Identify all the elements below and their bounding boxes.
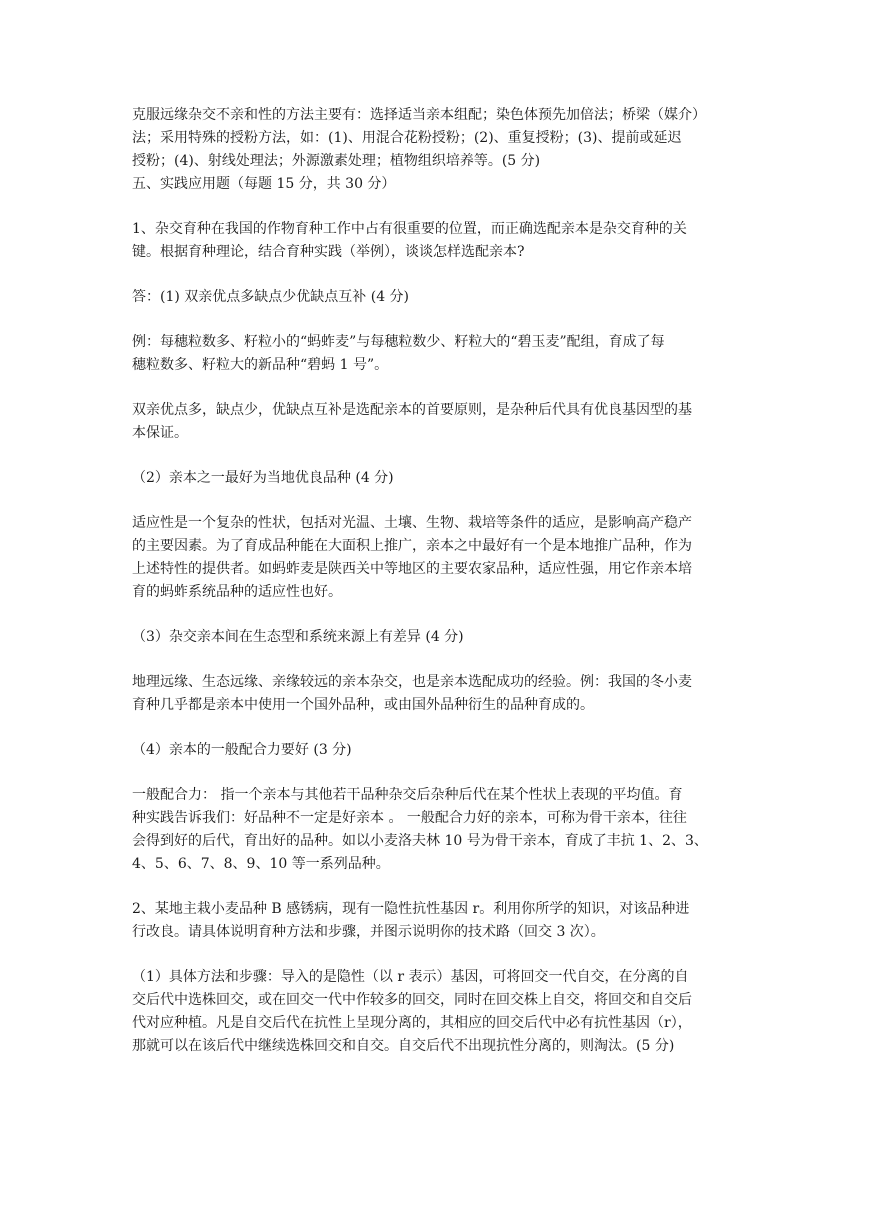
text-line: 例：每穗粒数多、籽粒小的“蚂蚱麦”与每穗粒数少、籽粒大的“碧玉麦”配组，育成了每 [132, 334, 665, 350]
text-line: 交后代中选株回交，或在回交一代中作较多的回交，同时在回交株上自交，将回交和自交后 [132, 992, 692, 1008]
text-line: 上述特性的提供者。如蚂蚱麦是陕西关中等地区的主要农家品种，适应性强，用它作亲本培 [132, 561, 692, 577]
question-2 [132, 898, 744, 944]
text-line: 一般配合力： 指一个亲本与其他若干品种杂交后杂种后代在某个性状上表现的平均值。育 [132, 787, 683, 803]
text-line: 育的蚂蚱系统品种的适应性也好。 [132, 584, 342, 600]
text-line: 穗粒数多、籽粒大的新品种“碧蚂 1 号”。 [132, 357, 389, 373]
text-line: 种实践告诉我们：好品种不一定是好亲本 。 一般配合力好的亲本，可称为骨干亲本，往往 [132, 810, 687, 826]
answer-point-3 [132, 626, 744, 649]
text-line: 代对应种植。凡是自交后代在抗性上呈现分离的，其相应的回交后代中必有抗性基因（r）， [132, 1015, 692, 1031]
answer-point-2 [132, 467, 744, 490]
text-line: （4）亲本的一般配合力要好 (3 分) [132, 742, 352, 758]
answer-point-4-text [132, 784, 744, 876]
answer-2-text [132, 966, 744, 1058]
answer-example [132, 331, 744, 377]
question-1 [132, 218, 744, 264]
text-line: 适应性是一个复杂的性状，包括对光温、土壤、生物、栽培等条件的适应，是影响高产稳产 [132, 515, 692, 531]
text-line: 键。根据育种理论，结合育种实践（举例），谈谈怎样选配亲本? [132, 244, 525, 260]
text-line: 双亲优点多，缺点少，优缺点互补是选配亲本的首要原则，是杂种后代具有优良基因型的基 [132, 402, 692, 418]
text-line: 授粉；(4)、射线处理法；外源激素处理；植物组织培养等。(5 分) [132, 153, 541, 169]
text-line: 答：(1) 双亲优点多缺点少优缺点互补 (4 分) [132, 289, 410, 305]
text-line: 地理远缘、生态远缘、亲缘较远的亲本杂交，也是亲本选配成功的经验。例：我国的冬小麦 [132, 674, 692, 690]
text-line: 育种几乎都是亲本中使用一个国外品种，或由国外品种衍生的品种育成的。 [132, 697, 594, 713]
text-line: 那就可以在该后代中继续选株回交和自交。自交后代不出现抗性分离的，则淘汰。(5 分) [132, 1038, 675, 1054]
text-line: 1、杂交育种在我国的作物育种工作中占有很重要的位置，而正确选配亲本是杂交育种的关 [132, 221, 687, 237]
text-line: （2）亲本之一最好为当地优良品种 (4 分) [132, 470, 394, 486]
text-line: 本保证。 [132, 425, 188, 441]
answer-point-2-text [132, 512, 744, 604]
answer-point-1 [132, 286, 744, 309]
text-line: 克服远缘杂交不亲和性的方法主要有：选择适当亲本组配；染色体预先加倍法；桥梁（媒介） [132, 107, 706, 123]
answer-point-3-text [132, 671, 744, 717]
text-line: （3）杂交亲本间在生态型和系统来源上有差异 (4 分) [132, 629, 464, 645]
section-title: 五、实践应用题（每题 15 分，共 30 分） [132, 176, 396, 192]
text-line: 的主要因素。为了育成品种能在大面积上推广，亲本之中最好有一个是本地推广品种，作为 [132, 538, 692, 554]
intro-paragraph [132, 104, 744, 173]
answer-principle [132, 399, 744, 445]
document-page [132, 104, 744, 1080]
text-line: 行改良。请具体说明育种方法和步骤，并图示说明你的技术路（回交 3 次）。 [132, 924, 605, 940]
text-line: 法；采用特殊的授粉方法，如：(1)、用混合花粉授粉；(2)、重复授粉；(3)、提前或延迟 [132, 130, 682, 146]
text-line: （1）具体方法和步骤：导入的是隐性（以 r 表示）基因，可将回交一代自交，在分离的自 [132, 969, 689, 985]
text-line: 4、5、6、7、8、9、10 等一系列品种。 [132, 856, 390, 872]
text-line: 会得到好的后代，育出好的品种。如以小麦洛夫林 10 号为骨干亲本，育成了丰抗 1、2、3、 [132, 833, 708, 849]
section-heading [132, 173, 744, 196]
text-line: 2、某地主栽小麦品种 B 感锈病，现有一隐性抗性基因 r。利用你所学的知识，对该品种进 [132, 901, 690, 917]
answer-point-4 [132, 739, 744, 762]
